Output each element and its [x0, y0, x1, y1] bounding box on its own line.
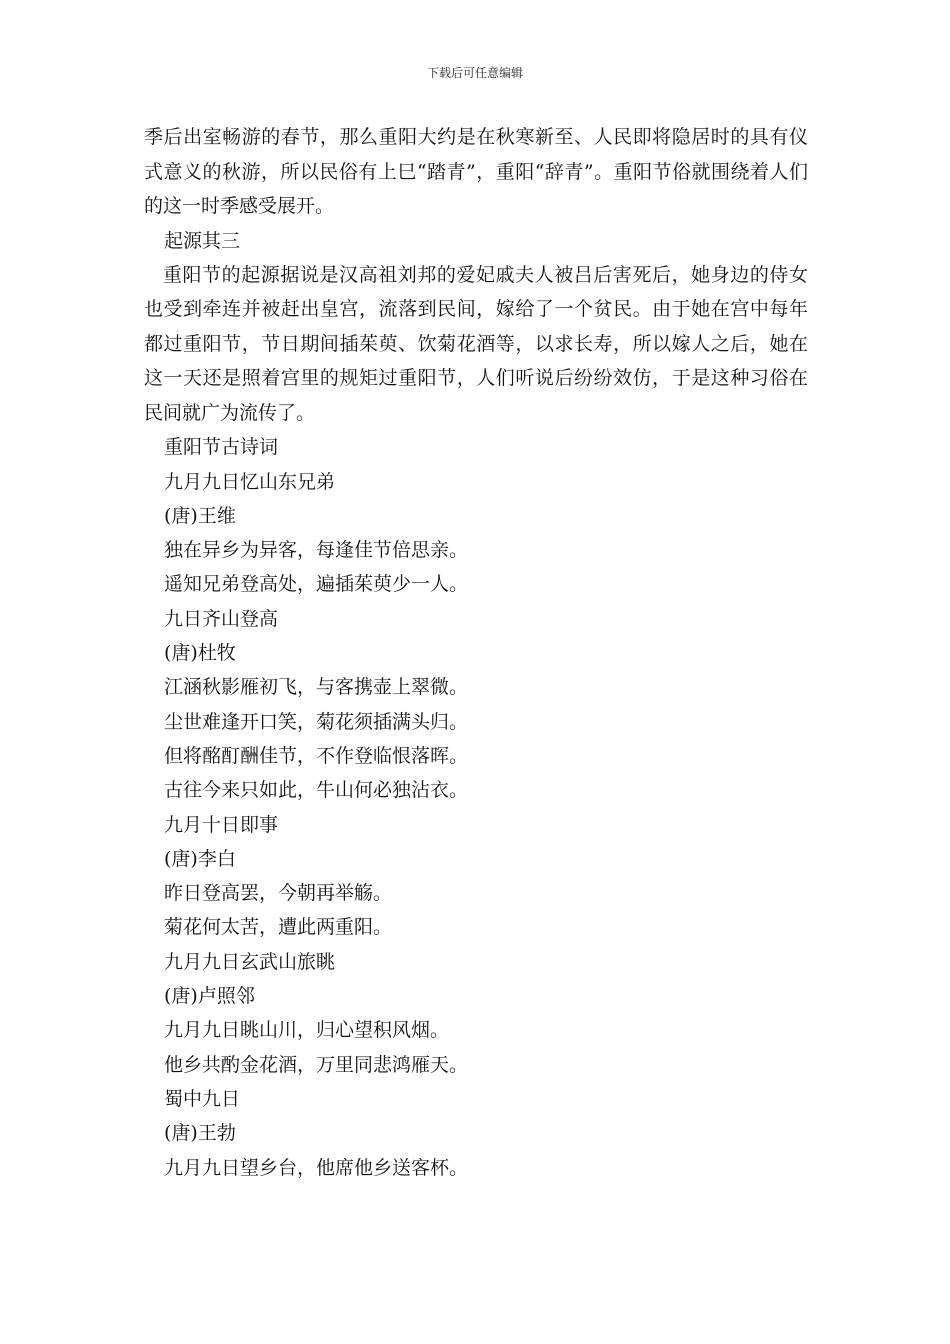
poem	[144, 1082, 808, 1185]
document-body	[144, 120, 808, 1185]
paragraph-autumn-outing: 季后出室畅游的春节，那么重阳大约是在秋寒新至、人民即将隐居时的具有仪式意义的秋游，所以民俗有上巳“踏青”，重阳“辞青”。重阳节俗就围绕着人们的这一时季感受展开。	[144, 126, 808, 217]
poem-line: 独在异乡为异客，每逢佳节倍思亲。	[164, 539, 469, 562]
poem-title: 蜀中九日	[164, 1087, 241, 1110]
poem-author: (唐)王勃	[164, 1122, 236, 1145]
poem-line: 古往今来只如此，牛山何必独沾衣。	[164, 779, 469, 802]
poem-title: 九月十日即事	[164, 813, 279, 836]
page-header: 下载后可任意编辑	[426, 66, 523, 80]
poem-title: 九月九日忆山东兄弟	[164, 470, 336, 493]
poem	[144, 465, 808, 602]
poem-line: 九月九日眺山川，归心望积风烟。	[164, 1019, 450, 1042]
poem-line: 但将酩酊酬佳节，不作登临恨落晖。	[164, 744, 469, 767]
poem-author: (唐)王维	[164, 504, 236, 527]
poem-line: 九月九日望乡台，他席他乡送客杯。	[164, 1156, 469, 1179]
poem	[144, 945, 808, 1082]
paragraph-origin-legend: 重阳节的起源据说是汉高祖刘邦的爱妃戚夫人被吕后害死后，她身边的侍女也受到牵连并被赶出皇宫，流落到民间，嫁给了一个贫民。由于她在宫中每年都过重阳节，节日期间插茱萸、饮菊花酒等，以求长寿，所以嫁人之后，她在这一天还是照着宫里的规矩过重阳节，人们听说后纷纷效仿，于是这种习俗在民间就广为流传了。	[144, 263, 808, 424]
poem-author: (唐)卢照邻	[164, 985, 255, 1008]
section-heading-origin-three: 起源其三	[164, 229, 241, 252]
poem-title: 九日齐山登高	[164, 607, 279, 630]
poem-line: 遥知兄弟登高处，遍插茱萸少一人。	[164, 573, 469, 596]
poem	[144, 602, 808, 808]
poem-line: 他乡共酌金花酒，万里同悲鸿雁天。	[164, 1053, 469, 1076]
poem-author: (唐)李白	[164, 847, 236, 870]
poem	[144, 808, 808, 945]
section-heading-poems: 重阳节古诗词	[164, 436, 279, 459]
poem-line: 菊花何太苦，遭此两重阳。	[164, 916, 393, 939]
poem-line: 尘世难逢开口笑，菊花须插满头归。	[164, 710, 469, 733]
poem-line: 江涵秋影雁初飞，与客携壶上翠微。	[164, 676, 469, 699]
poem-title: 九月九日玄武山旅眺	[164, 950, 336, 973]
poem-line: 昨日登高罢，今朝再举觞。	[164, 882, 393, 905]
poem-author: (唐)杜牧	[164, 642, 236, 665]
